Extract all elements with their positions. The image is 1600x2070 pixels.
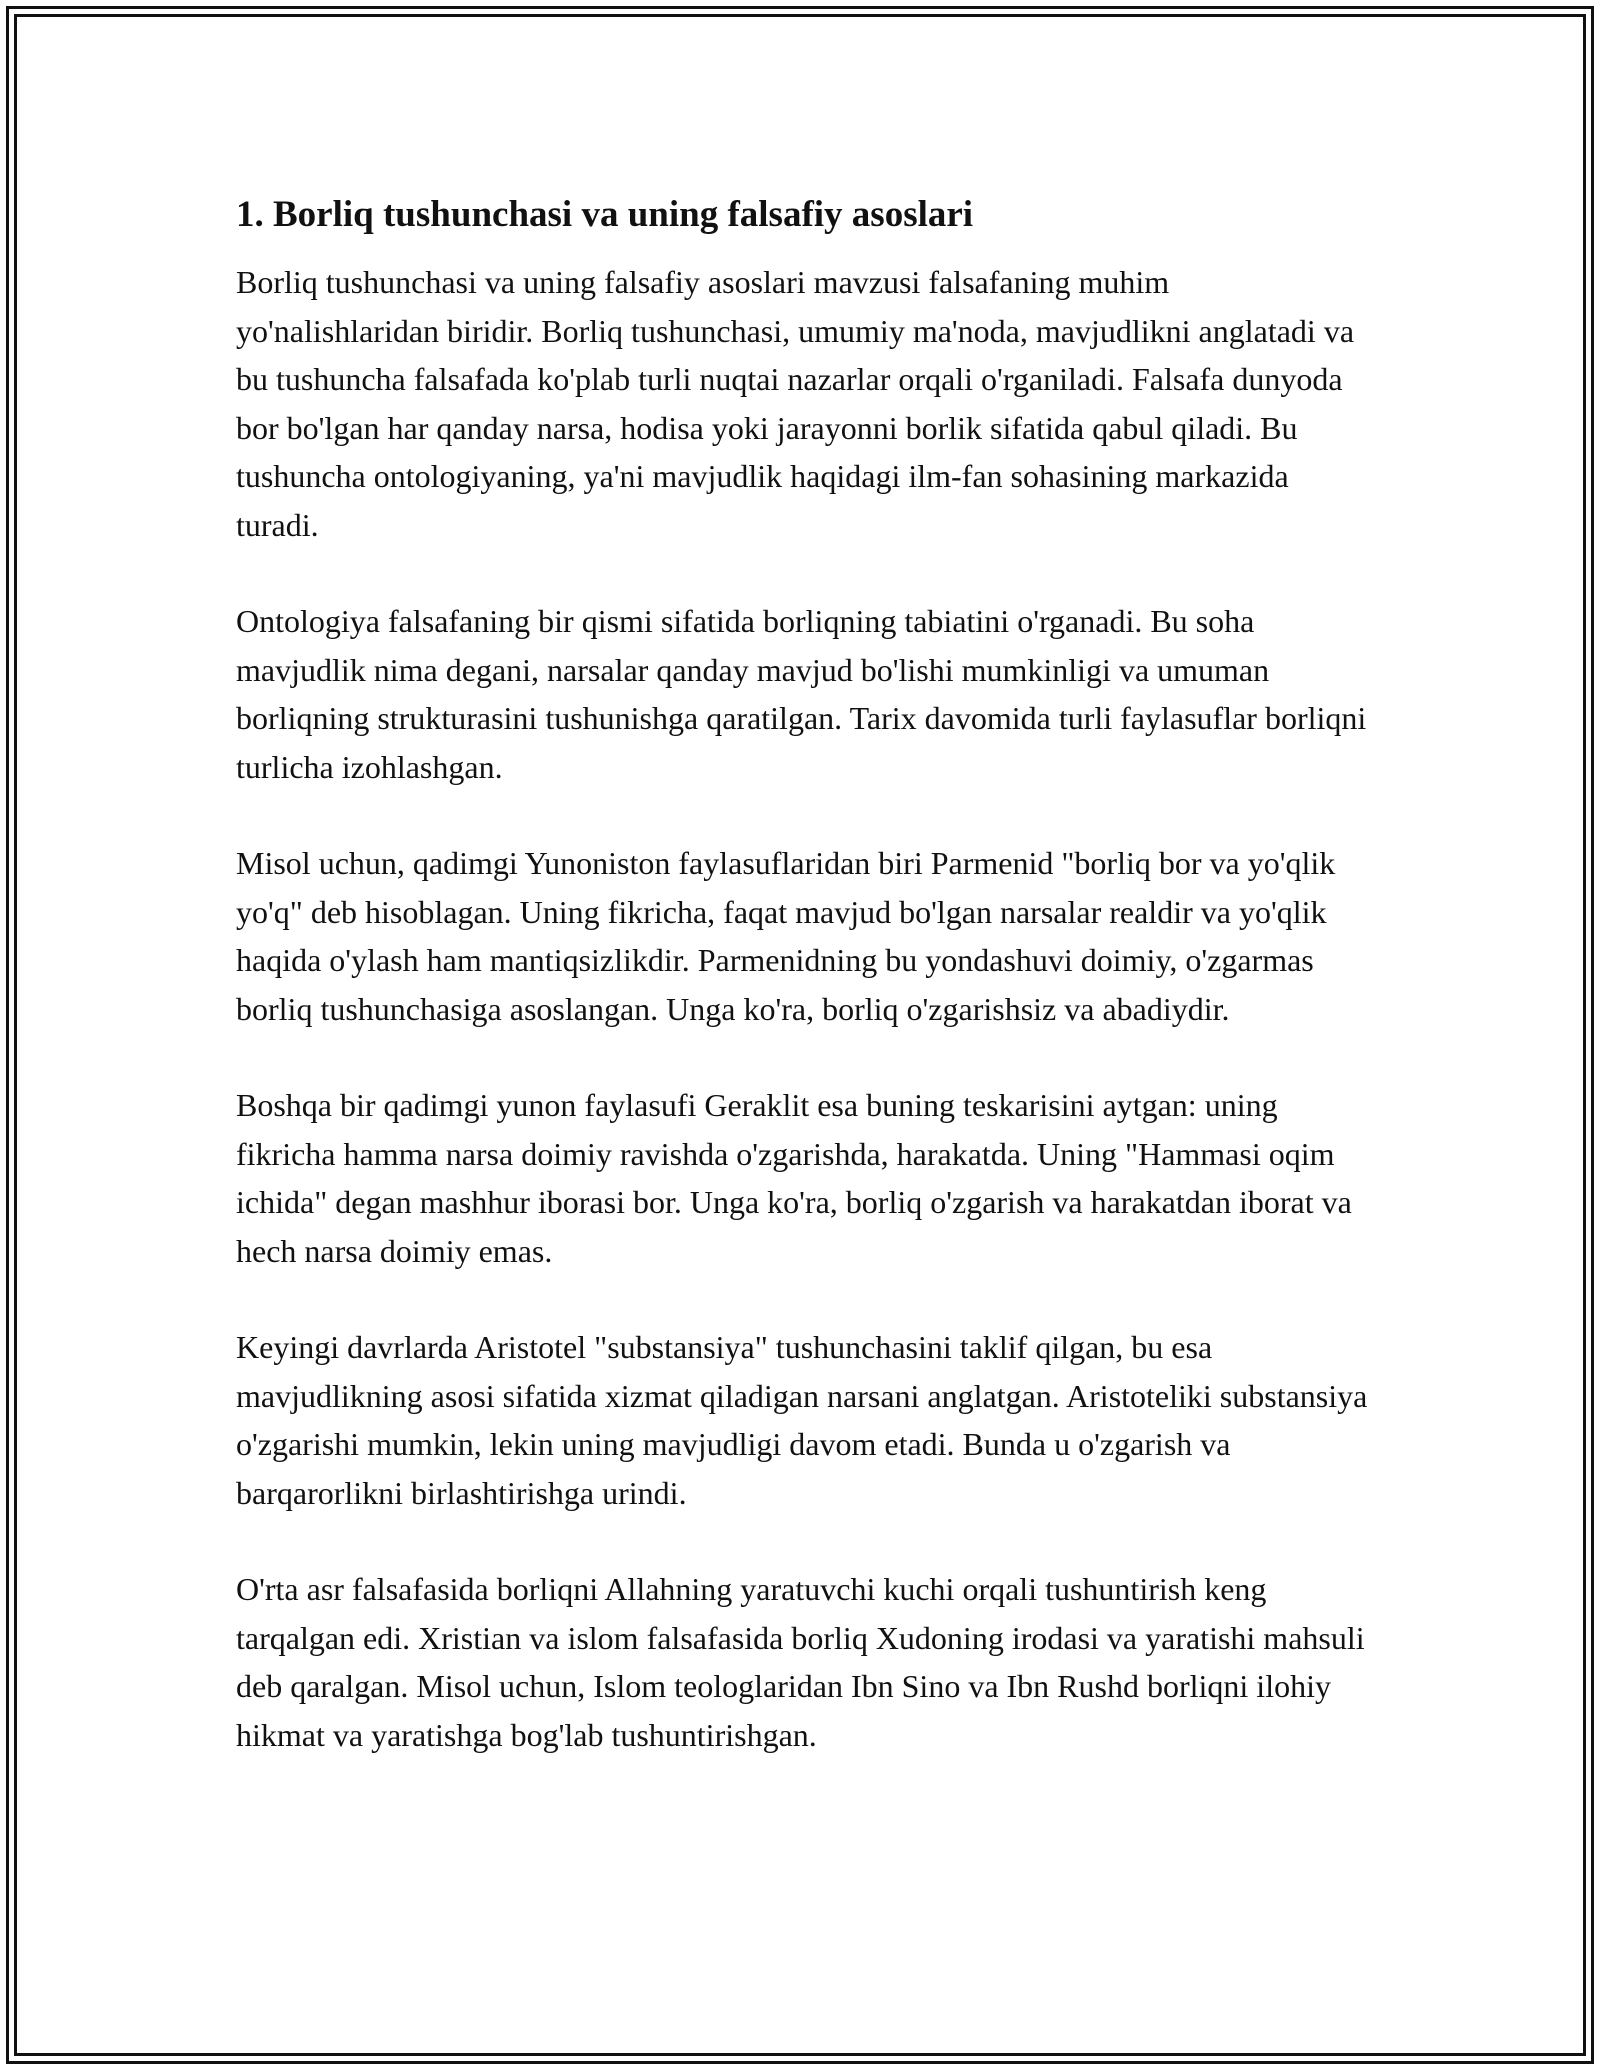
paragraph-orta-asr: O'rta asr falsafasida borliqni Allahning yaratuvchi kuchi orqali tushuntirish keng tarqalgan edi. Xristian va islom falsafasida borliq Xudoning irodasi va yaratishi mahsuli deb qaralgan. Misol uchun, Islom teologlaridan Ibn Sino va Ibn Rushd borliqni ilohiy hikmat va yaratishga bog'lab tushuntirishgan. bbox=[236, 1571, 1365, 1753]
paragraph-ontologiya: Ontologiya falsafaning bir qismi sifatida borliqning tabiatini o'rganadi. Bu soha mavjudlik nima degani, narsalar qanday mavjud bo'lishi mumkinligi va umuman borliqning strukturasini tushunishga qaratilgan. Tarix davomida turli faylasuflar borliqni turlicha izohlashgan. bbox=[236, 603, 1367, 785]
section-heading: 1. Borliq tushunchasi va uning falsafiy asoslari bbox=[236, 194, 974, 235]
document-body bbox=[236, 186, 1376, 1807]
paragraph-geraklit: Boshqa bir qadimgi yunon faylasufi Geraklit esa buning teskarisini aytgan: uning fikricha hamma narsa doimiy ravishda o'zgarishda, harakatda. Uning "Hammasi oqim ichida" degan mashhur iborasi bor. Unga ko'ra, borliq o'zgarish va harakatdan iborat va hech narsa doimiy emas. bbox=[236, 1087, 1352, 1269]
paragraph-borliq-intro: Borliq tushunchasi va uning falsafiy asoslari mavzusi falsafaning muhim yo'nalishlaridan biridir. Borliq tushunchasi, umumiy ma'noda, mavjudlikni anglatadi va bu tushuncha falsafada ko'plab turli nuqtai nazarlar orqali o'rganiladi. Falsafa dunyoda bor bo'lgan har qanday narsa, hodisa yoki jarayonni borlik sifatida qabul qiladi. Bu tushuncha ontologiyaning, ya'ni mavjudlik haqidagi ilm-fan sohasining markazida turadi. bbox=[236, 264, 1355, 543]
paragraph-aristotel: Keyingi davrlarda Aristotel "substansiya" tushunchasini taklif qilgan, bu esa mavjudlikning asosi sifatida xizmat qiladigan narsani anglatgan. Aristoteliki substansiya o'zgarishi mumkin, lekin uning mavjudligi davom etadi. Bunda u o'zgarish va barqarorlikni birlashtirishga urindi. bbox=[236, 1329, 1368, 1511]
paragraph-parmenid: Misol uchun, qadimgi Yunoniston faylasuflaridan biri Parmenid "borliq bor va yo'qlik yo'q" deb hisoblagan. Uning fikricha, faqat mavjud bo'lgan narsalar realdir va yo'qlik haqida o'ylash ham mantiqsizlikdir. Parmenidning bu yondashuvi doimiy, o'zgarmas borliq tushunchasiga asoslangan. Unga ko'ra, borliq o'zgarishsiz va abadiydir. bbox=[236, 845, 1336, 1027]
